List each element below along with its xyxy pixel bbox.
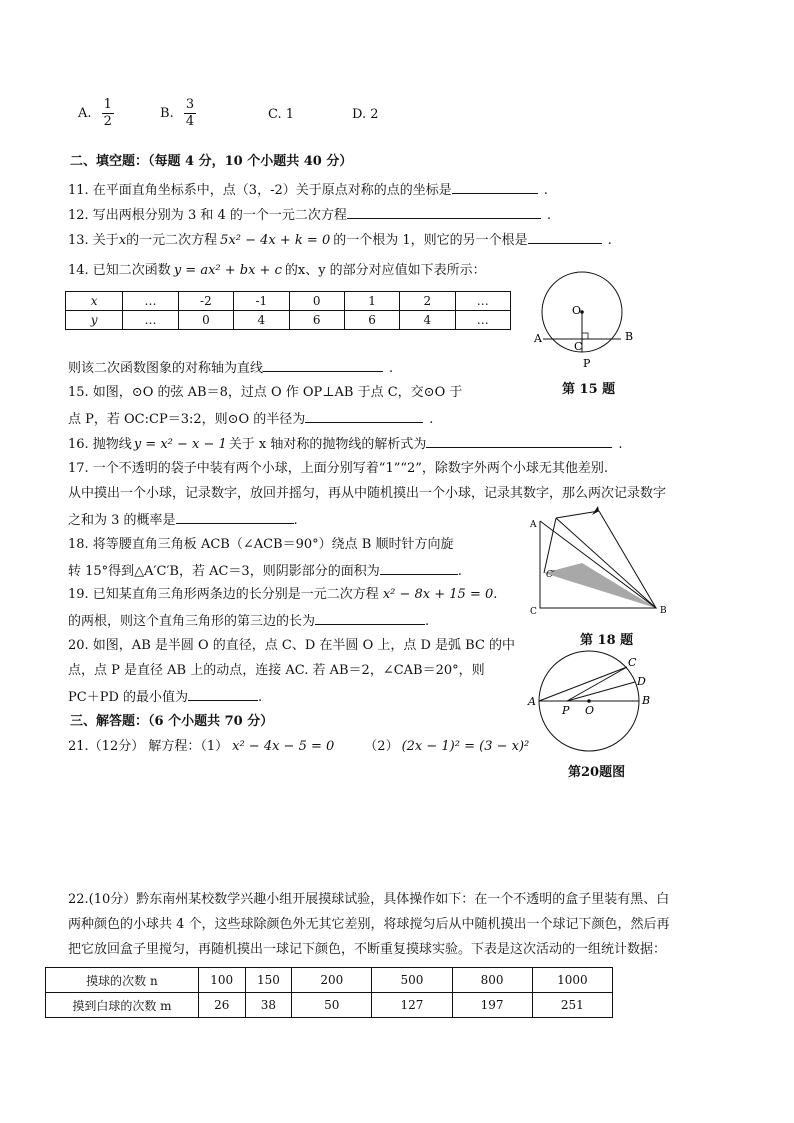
label-b: B [642, 694, 651, 707]
arrow-tip [592, 506, 599, 515]
question-17-line2: 从中摸出一个小球，记录数字，放回并摇匀，再从中随机摸出一个小球，记录其数字，那么两次记录数字 [68, 486, 667, 501]
question-16: 16. 抛物线 y = x² − x − 1 关于 x 轴对称的抛物线的解析式为 . [68, 434, 623, 454]
answer-blank-11[interactable] [452, 180, 538, 194]
label-d: D [637, 675, 646, 688]
question-19-line1: 19. 已知某直角三角形两条边的长分别是一元二次方程 x² − 8x + 15 = 0. [68, 587, 498, 602]
label-o: O [585, 704, 595, 717]
answer-blank-14[interactable] [263, 358, 383, 372]
figure-20-diagram [525, 648, 660, 758]
option-d: D. 2 [352, 107, 379, 122]
label-a: A [528, 695, 536, 708]
question-15-line1: 15. 如图，⊙O 的弦 AB＝8，过点 O 作 OP⊥AB 于点 C，交⊙O 于 [68, 385, 463, 400]
equation-13: 5x² − 4x + k = 0 [220, 233, 331, 248]
stats-table-22 [45, 967, 613, 1018]
segment-ac [539, 667, 627, 701]
question-17-line3: 之和为 3 的概率是 . [68, 510, 298, 530]
answer-blank-19[interactable] [315, 611, 425, 625]
equation-19: x² − 8x + 15 = 0 [382, 587, 494, 602]
side-c2b [556, 518, 656, 608]
center-point [587, 699, 591, 703]
figure-15-caption: 第 15 题 [562, 382, 616, 397]
value-table-14 [65, 291, 511, 330]
option-a: A. $\frac{1}{2}$ [78, 97, 112, 129]
table-row-x: x … -2 -1 0 1 2 … [66, 292, 511, 311]
question-12: 12. 写出两根分别为 3 和 4 的一个一元二次方程 . [68, 205, 551, 225]
label-a: A [530, 520, 537, 530]
right-angle-mark [582, 333, 588, 339]
label-o: O [572, 304, 582, 317]
label-p: P [583, 357, 591, 370]
table-row-n: 摸球的次数 n 100 150 200 500 800 1000 [46, 968, 613, 993]
section-3-title: 三、解答题：（6 个小题共 70 分） [70, 714, 274, 729]
figure-20-caption: 第20题图 [568, 765, 626, 780]
question-14b: 则该二次函数图象的对称轴为直线 . [68, 358, 393, 378]
equation-14: y = ax² + bx + c [173, 263, 282, 278]
question-22-line3: 把它放回盒子里搅匀，再随机摸出一球记下颜色，不断重复摸球实验。下表是这次活动的一组统计数据： [68, 942, 667, 957]
answer-blank-18[interactable] [380, 561, 458, 575]
figure-18-caption: 第 18 题 [580, 633, 634, 648]
label-a: A [534, 332, 542, 345]
equation-21-2: (2x − 1)² = (3 − x)² [401, 739, 530, 754]
table-row-m: 摸到白球的次数 m 26 38 50 127 197 251 [46, 993, 613, 1018]
question-13: 13. 关于x的一元二次方程 5x² − 4x + k = 0 的一个根为 1，则它的另一个根是 . [68, 230, 612, 250]
label-p: P [562, 704, 570, 717]
question-21: 21.（12分） 解方程：（1） x² − 4x − 5 = 0 （2） (2x − 1)² = (3 − x)² [68, 739, 530, 754]
answer-blank-13[interactable] [528, 230, 602, 244]
option-b: B. $\frac{3}{4}$ [160, 97, 195, 129]
question-19-line2: 的两根，则这个直角三角形的第三边的长为 . [68, 611, 429, 631]
answer-blank-17[interactable] [176, 510, 294, 524]
answer-blank-16[interactable] [426, 434, 612, 448]
question-11: 11. 在平面直角坐标系中，点（3，-2）关于原点对称的点的坐标是 . [68, 180, 548, 200]
fraction-a: $\frac{1}{2}$ [103, 97, 112, 129]
label-c: C [628, 656, 637, 669]
question-20-line1: 20. 如图，AB 是半圆 O 的直径，点 C、D 在半圆 O 上，点 D 是弧 BC 的中 [68, 638, 516, 653]
answer-blank-15[interactable] [305, 409, 423, 423]
shaded-region [544, 563, 656, 608]
question-20-line2: 点，点 P 是直径 AB 上的动点，连接 AC. 若 AB＝2，∠CAB＝20°，则 [68, 663, 485, 678]
question-15-line2: 点 P，若 OC:CP＝3:2，则⊙O 的半径为 . [68, 409, 433, 429]
answer-blank-20[interactable] [188, 687, 258, 701]
answer-blank-12[interactable] [347, 205, 541, 219]
question-18-line1: 18. 将等腰直角三角板 ACB（∠ACB＝90°）绕点 B 顺时针方向旋 [68, 537, 454, 552]
option-c: C. 1 [268, 107, 295, 122]
segment-pc [567, 667, 627, 701]
equation-16: y = x² − x − 1 [133, 437, 227, 452]
label-c-prime: C′ [546, 570, 555, 580]
question-22-line1: 22.(10分）黔东南州某校数学兴趣小组开展摸球试验，具体操作如下：在一个不透明的盒子里装有黑、白 [68, 892, 670, 907]
segment-pd [567, 682, 635, 701]
label-c: C [574, 340, 583, 353]
question-20-line3: PC＋PD 的最小值为 . [68, 687, 262, 707]
triangle-acb [540, 521, 656, 608]
label-b: B [660, 606, 667, 616]
equation-21-1: x² − 4x − 5 = 0 [232, 739, 335, 754]
figure-15-diagram [530, 268, 650, 373]
question-17-line1: 17. 一个不透明的袋子中装有两个小球，上面分别写着“1”“2”，除数字外两个小球无其他差别. [68, 461, 609, 476]
table-row-y: y … 0 4 6 6 4 … [66, 311, 511, 330]
fraction-b: $\frac{3}{4}$ [185, 97, 195, 129]
figure-18-diagram [526, 505, 676, 620]
question-22-line2: 两种颜色的小球共 4 个，这些球除颜色外无其它差别，将球搅匀后从中随机摸出一个球记下颜色，然后再 [68, 917, 670, 932]
question-14: 14. 已知二次函数 y = ax² + bx + c 的x、y 的部分对应值如下表所示： [68, 263, 486, 278]
side-a2c2 [544, 518, 556, 573]
question-18-line2: 转 15°得到△A′C′B，若 AC＝3，则阴影部分的面积为 . [68, 561, 462, 581]
label-b: B [625, 330, 634, 343]
label-c: C [530, 607, 537, 617]
section-2-title: 二、填空题：（每题 4 分，10 个小题共 40 分） [70, 154, 353, 169]
